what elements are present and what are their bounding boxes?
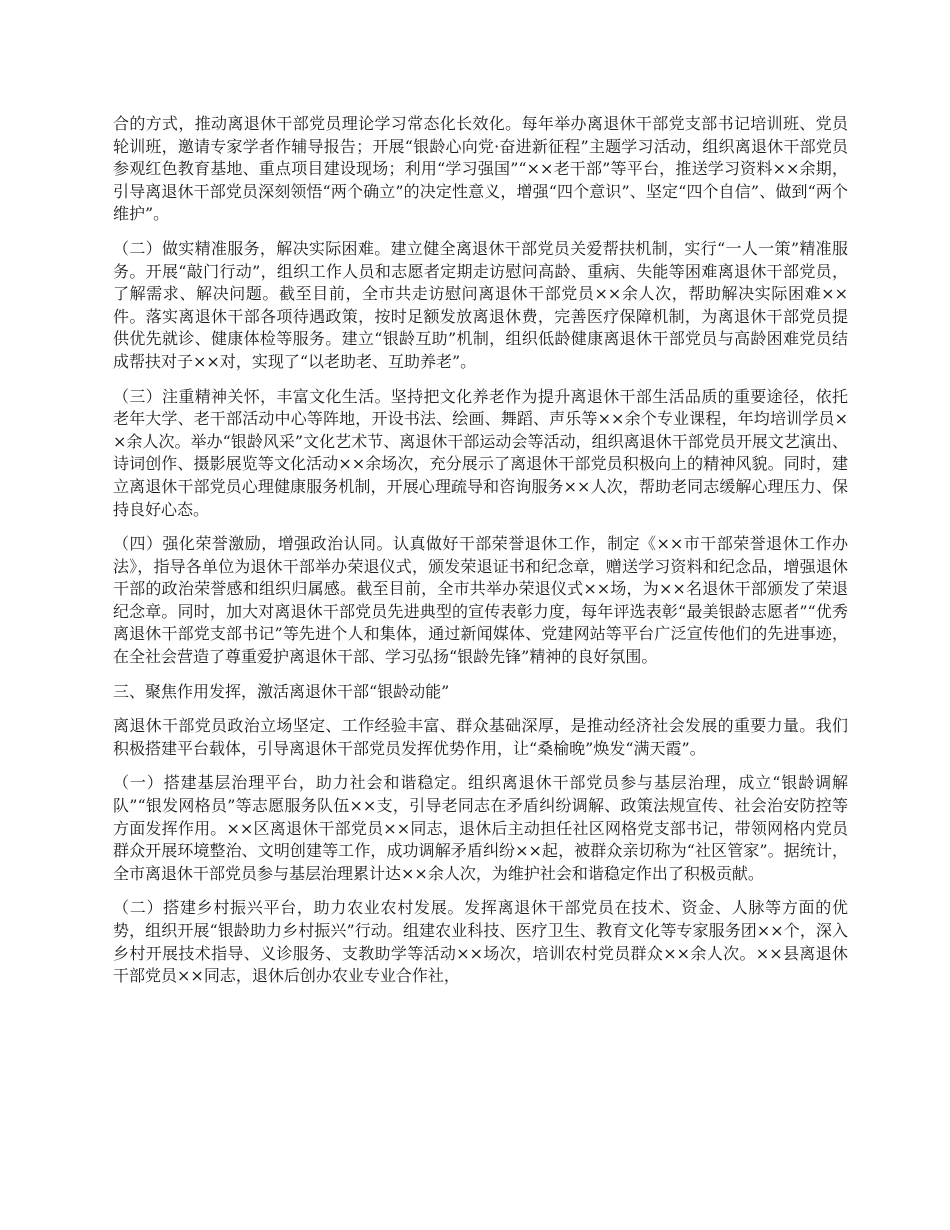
document-body: [113, 113, 848, 1000]
paragraph-section-intro: 离退休干部党员政治立场坚定、工作经验丰富、群众基础深厚，是推动经济社会发展的重要力量。我们积极搭建平台载体，引导离退休干部党员发挥优势作用，让“桑榆晚”焕发“满天霞”。: [113, 716, 848, 758]
paragraph-grassroots-governance: （一）搭建基层治理平台，助力社会和谐稳定。组织离退休干部党员参与基层治理，成立“银龄调解队”“银发网格员”等志愿服务队伍××支，引导老同志在矛盾纠纷调解、政策法规宣传、社会治安防控等方面发挥作用。××区离退休干部党员××同志，退休后主动担任社区网格党支部书记，带领网格内党员群众开展环境整治、文明创建等工作，成功调解矛盾纠纷××起，被群众亲切称为“社区管家”。据统计，全市离退休干部党员参与基层治理累计达××余人次，为维护社会和谐稳定作出了积极贡献。: [113, 773, 848, 883]
paragraph-honor-incentive: （四）强化荣誉激励，增强政治认同。认真做好干部荣誉退休工作，制定《××市干部荣誉退休工作办法》，指导各单位为退休干部举办荣退仪式，颁发荣退证书和纪念章，赠送学习资料和纪念品，增强退休干部的政治荣誉感和组织归属感。截至目前，全市共举办荣退仪式××场，为××名退休干部颁发了荣退纪念章。同时，加大对离退休干部党员先进典型的宣传表彰力度，每年评选表彰“最美银龄志愿者”“优秀离退休干部党支部书记”等先进个人和集体，通过新闻媒体、党建网站等平台广泛宣传他们的先进事迹，在全社会营造了尊重爱护离退休干部、学习弘扬“银龄先锋”精神的良好氛围。: [113, 534, 848, 667]
paragraph-theory-study: 合的方式，推动离退休干部党员理论学习常态化长效化。每年举办离退休干部党支部书记培训班、党员轮训班，邀请专家学者作辅导报告；开展“银龄心向党·奋进新征程”主题学习活动，组织离退休干部党员参观红色教育基地、重点项目建设现场；利用“学习强国”“××老干部”等平台，推送学习资料××余期，引导离退休干部党员深刻领悟“两个确立”的决定性意义，增强“四个意识”、坚定“四个自信”、做到“两个维护”。: [113, 114, 848, 224]
section-heading-three: 三、聚焦作用发挥，激活离退休干部“银龄动能”: [113, 681, 450, 701]
paragraph-rural-revitalization: （二）搭建乡村振兴平台，助力农业农村发展。发挥离退休干部党员在技术、资金、人脉等方面的优势，组织开展“银龄助力乡村振兴”行动。组建农业科技、医疗卫生、教育文化等专家服务团××个，深入乡村开展技术指导、义诊服务、支教助学等活动××场次，培训农村党员群众××余人次。××县离退休干部党员××同志，退休后创办农业专业合作社，: [113, 898, 848, 986]
paragraph-spiritual-care: （三）注重精神关怀，丰富文化生活。坚持把文化养老作为提升离退休干部生活品质的重要途径，依托老年大学、老干部活动中心等阵地，开设书法、绘画、舞蹈、声乐等××余个专业课程，年均培训学员××余人次。举办“银龄风采”文化艺术节、离退休干部运动会等活动，组织离退休干部党员开展文艺演出、诗词创作、摄影展览等文化活动××余场次，充分展示了离退休干部党员积极向上的精神风貌。同时，建立离退休干部党员心理健康服务机制，开展心理疏导和咨询服务××人次，帮助老同志缓解心理压力、保持良好心态。: [113, 386, 848, 519]
paragraph-precise-service: （二）做实精准服务，解决实际困难。建立健全离退休干部党员关爱帮扶机制，实行“一人一策”精准服务。开展“敲门行动”，组织工作人员和志愿者定期走访慰问高龄、重病、失能等困难离退休干部党员，了解需求、解决问题。截至目前，全市共走访慰问离退休干部党员××余人次，帮助解决实际困难××件。落实离退休干部各项待遇政策，按时足额发放离退休费，完善医疗保障机制，为离退休干部党员提供优先就诊、健康体检等服务。建立“银龄互助”机制，组织低龄健康离退休干部党员与高龄困难党员结成帮扶对子××对，实现了“以老助老、互助养老”。: [113, 238, 848, 371]
